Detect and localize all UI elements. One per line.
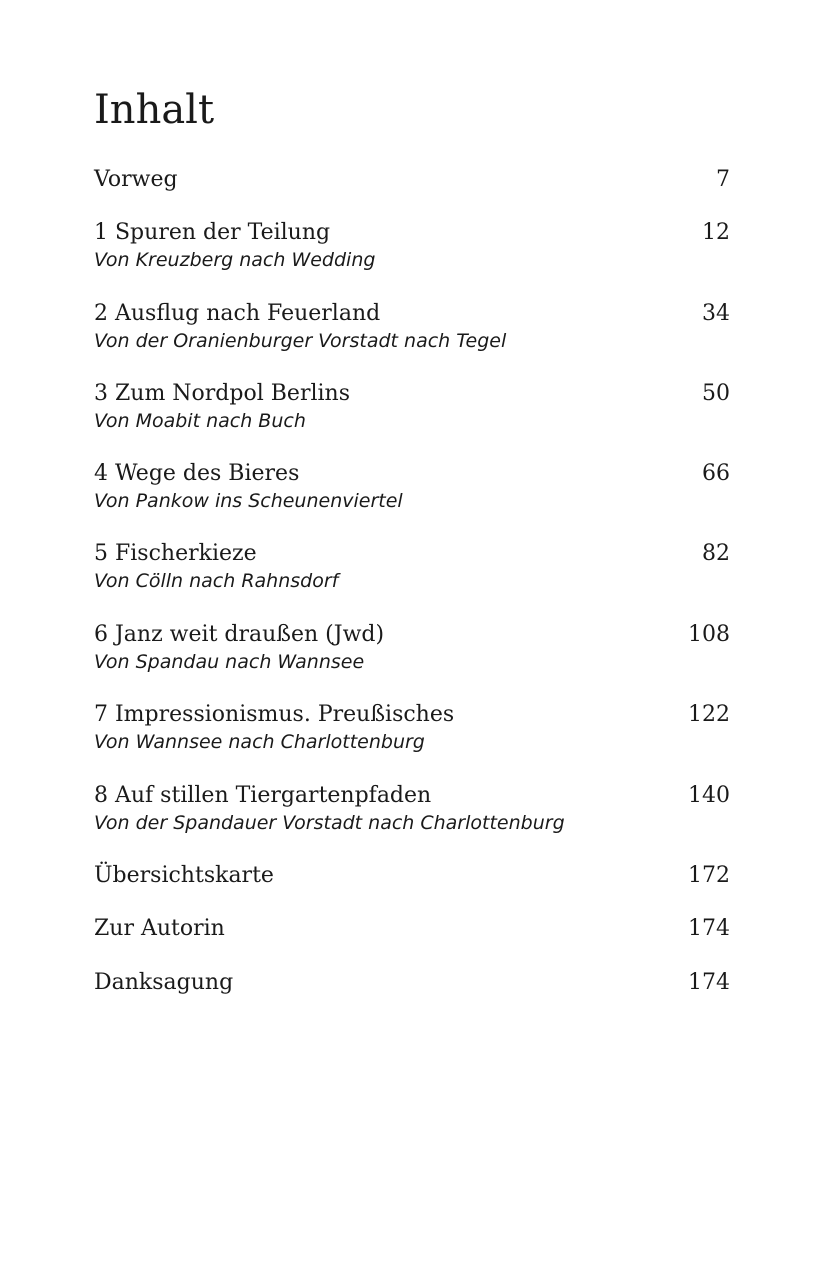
entry-subtitle: Von Spandau nach Wannsee: [94, 651, 365, 673]
toc-entry-chapter-1: [94, 219, 730, 272]
entry-title: 2 Ausflug nach Feuerland: [94, 301, 381, 326]
entry-page-number: 108: [688, 622, 730, 647]
entry-title: 1 Spuren der Teilung: [94, 220, 331, 245]
entry-title: 4 Wege des Bieres: [94, 461, 300, 486]
entry-title: Vorweg: [94, 167, 178, 192]
entry-title: 8 Auf stillen Tiergartenpfaden: [94, 783, 432, 808]
entry-page-number: 174: [688, 916, 730, 941]
entry-subtitle: Von der Spandauer Vorstadt nach Charlottenburg: [94, 812, 565, 834]
entry-subtitle: Von Cölln nach Rahnsdorf: [94, 570, 339, 592]
entry-page-number: 82: [702, 541, 730, 566]
entry-subtitle: Von Pankow ins Scheunenviertel: [94, 490, 403, 512]
entry-page-number: 174: [688, 970, 730, 995]
entry-page-number: 66: [702, 461, 730, 486]
toc-entry-chapter-5: [94, 540, 730, 593]
toc-entry-chapter-7: [94, 701, 730, 754]
entry-title: 7 Impressionismus. Preußisches: [94, 702, 455, 727]
entry-title: Zur Autorin: [94, 916, 225, 941]
entry-title: 3 Zum Nordpol Berlins: [94, 381, 350, 406]
entry-page-number: 12: [702, 220, 730, 245]
entry-subtitle: Von Moabit nach Buch: [94, 410, 306, 432]
entry-subtitle: Von Wannsee nach Charlottenburg: [94, 731, 425, 753]
toc-entry-chapter-4: [94, 460, 730, 513]
toc-entry-chapter-3: [94, 380, 730, 433]
entry-title: 5 Fischerkieze: [94, 541, 257, 566]
entry-page-number: 140: [688, 783, 730, 808]
toc-entry-zur-autorin: [94, 915, 730, 943]
entry-page-number: 172: [688, 863, 730, 888]
entry-page-number: 7: [716, 167, 730, 192]
page-title: Inhalt: [94, 87, 215, 133]
toc-entry-chapter-2: [94, 300, 730, 353]
entry-subtitle: Von der Oranienburger Vorstadt nach Tegel: [94, 330, 507, 352]
entry-title: 6 Janz weit draußen (Jwd): [94, 622, 385, 647]
entry-page-number: 122: [688, 702, 730, 727]
toc-entry-chapter-6: [94, 621, 730, 674]
entry-subtitle: Von Kreuzberg nach Wedding: [94, 249, 376, 271]
toc-entry-uebersichtskarte: [94, 862, 730, 890]
toc-entry-danksagung: [94, 969, 730, 997]
toc-entry-chapter-8: [94, 782, 730, 835]
entry-title: Übersichtskarte: [94, 863, 274, 888]
entry-title: Danksagung: [94, 970, 234, 995]
entry-page-number: 34: [702, 301, 730, 326]
toc-entry-vorweg: [94, 166, 730, 194]
entry-page-number: 50: [702, 381, 730, 406]
